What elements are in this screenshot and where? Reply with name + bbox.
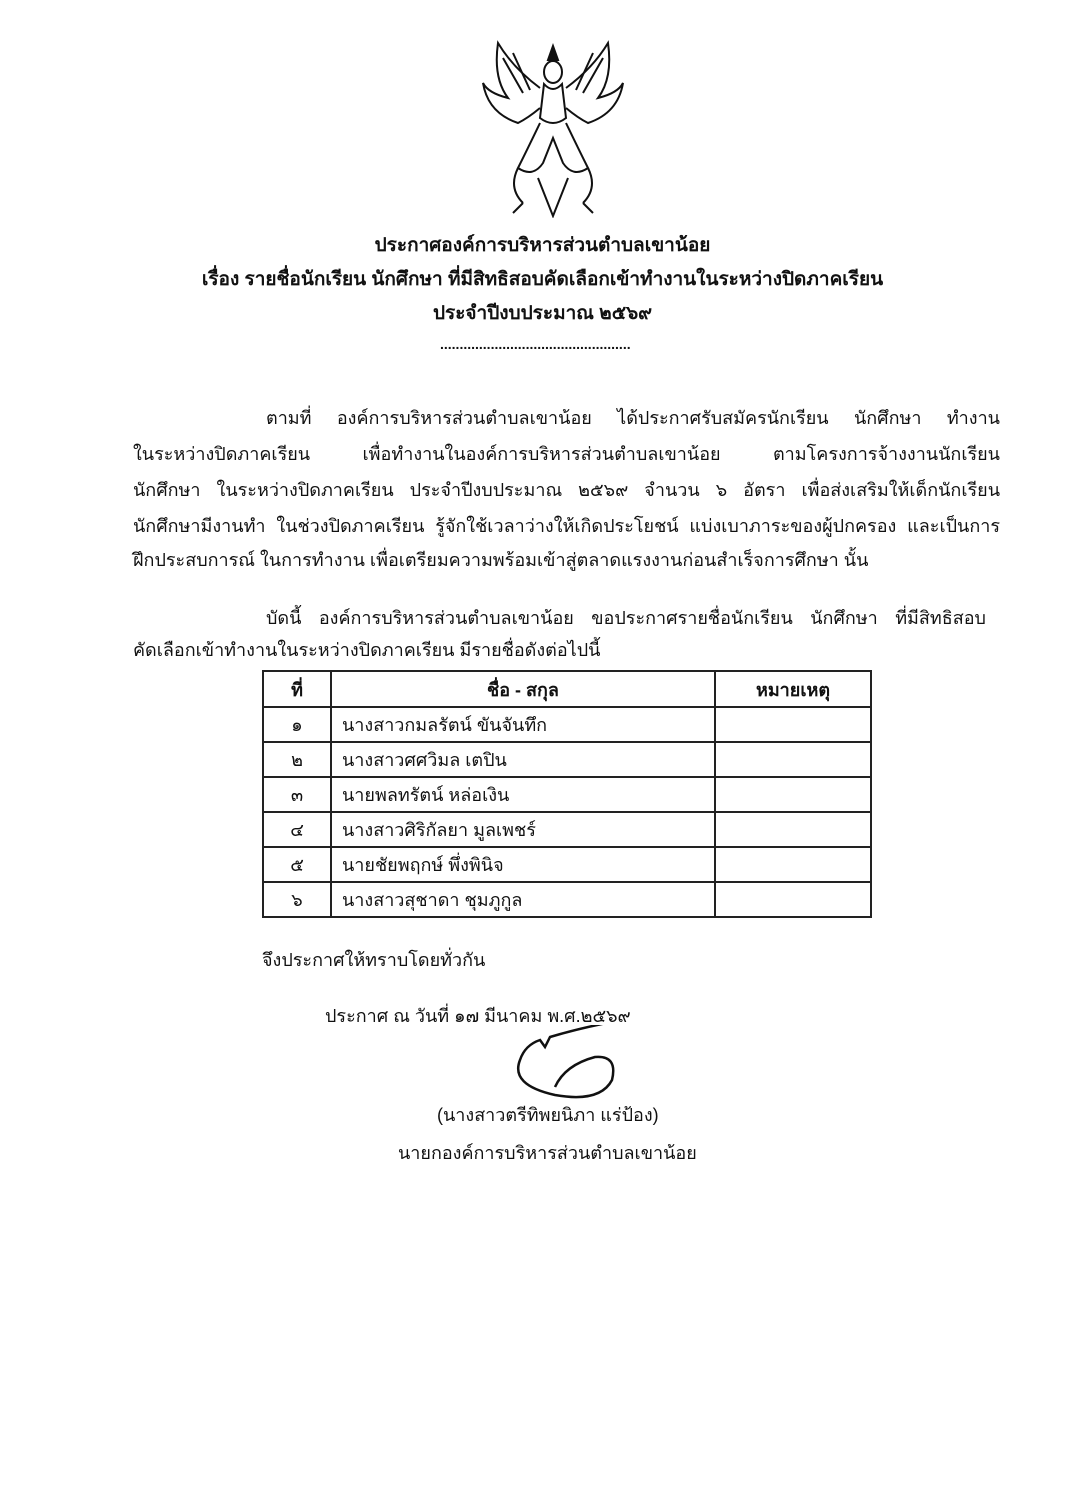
student-list-table	[262, 670, 872, 918]
table-row	[263, 742, 871, 777]
paragraph-line: ฝึกประสบการณ์ ในการทำงาน เพื่อเตรียมความพร้อมเข้าสู่ตลาดแรงงานก่อนสำเร็จการศึกษา นั้น	[133, 550, 869, 570]
row-no: ๕	[263, 847, 331, 882]
signature	[500, 1025, 640, 1105]
announcement-subject: เรื่อง รายชื่อนักเรียน นักศึกษา ที่มีสิทธิสอบคัดเลือกเข้าทำงานในระหว่างปิดภาคเรียน	[201, 269, 884, 290]
announcement-title: ประกาศองค์การบริหารส่วนตำบลเขาน้อย	[374, 235, 711, 256]
signer-name: (นางสาวตรีทิพยนิภา แร่ป้อง)	[437, 1105, 659, 1125]
table-row	[263, 847, 871, 882]
row-note	[715, 882, 871, 917]
row-no: ๓	[263, 777, 331, 812]
paragraph-line: บัดนี้ องค์การบริหารส่วนตำบลเขาน้อย ขอประกาศรายชื่อนักเรียน นักศึกษา ที่มีสิทธิสอบ	[266, 608, 986, 628]
row-note	[715, 777, 871, 812]
row-name: นางสาวสุชาดา ชุมภูกูล	[331, 882, 715, 917]
row-no: ๒	[263, 742, 331, 777]
paragraph-line: นักศึกษามีงานทำ ในช่วงปิดภาคเรียน รู้จักใช้เวลาว่างให้เกิดประโยชน์ แบ่งเบาภาระของผู้ปกครอง และเป็นการ	[133, 516, 1000, 536]
row-no: ๑	[263, 707, 331, 742]
paragraph-line: ตามที่ องค์การบริหารส่วนตำบลเขาน้อย ได้ประกาศรับสมัครนักเรียน นักศึกษา ทำงาน	[266, 408, 1000, 428]
row-note	[715, 707, 871, 742]
row-note	[715, 847, 871, 882]
paragraph-line: ในระหว่างปิดภาคเรียน เพื่อทำงานในองค์การบริหารส่วนตำบลเขาน้อย ตามโครงการจ้างงานนักเรียน	[133, 444, 1000, 464]
table-row	[263, 882, 871, 917]
garuda-emblem-icon	[478, 38, 628, 218]
table-row	[263, 777, 871, 812]
closing-statement: จึงประกาศให้ทราบโดยทั่วกัน	[262, 950, 486, 970]
fiscal-year: ประจำปีงบประมาณ ๒๕๖๙	[432, 303, 653, 324]
table-header-row	[263, 671, 871, 707]
row-name: นางสาวศิริกัลยา มูลเพชร์	[331, 812, 715, 847]
announcement-date: ประกาศ ณ วันที่ ๑๗ มีนาคม พ.ศ.๒๕๖๙	[325, 1006, 631, 1026]
header-note: หมายเหตุ	[715, 671, 871, 707]
row-note	[715, 812, 871, 847]
signer-title: นายกองค์การบริหารส่วนตำบลเขาน้อย	[398, 1143, 697, 1163]
table-row	[263, 707, 871, 742]
row-name: นายชัยพฤกษ์ พึ่งพินิจ	[331, 847, 715, 882]
row-note	[715, 742, 871, 777]
row-name: นางสาวกมลรัตน์ ขันจันทึก	[331, 707, 715, 742]
row-name: นางสาวศศวิมล เตปิน	[331, 742, 715, 777]
header-no: ที่	[263, 671, 331, 707]
header-name: ชื่อ - สกุล	[331, 671, 715, 707]
row-no: ๔	[263, 812, 331, 847]
table-row	[263, 812, 871, 847]
row-name: นายพลทรัตน์ หล่อเงิน	[331, 777, 715, 812]
paragraph-line: นักศึกษา ในระหว่างปิดภาคเรียน ประจำปีงบประมาณ ๒๕๖๙ จำนวน ๖ อัตรา เพื่อส่งเสริมให้เด็กนักเรียน	[133, 480, 1000, 500]
paragraph-line: คัดเลือกเข้าทำงานในระหว่างปิดภาคเรียน มีรายชื่อดังต่อไปนี้	[133, 640, 601, 660]
divider: .................................................	[440, 336, 631, 352]
row-no: ๖	[263, 882, 331, 917]
